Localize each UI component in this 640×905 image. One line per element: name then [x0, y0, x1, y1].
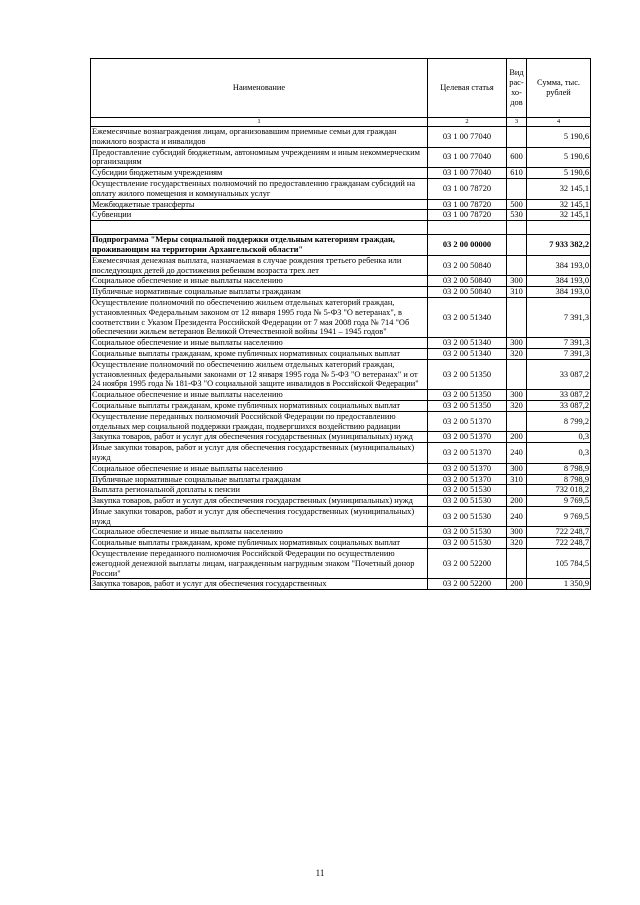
table-row: [91, 147, 591, 168]
cell-sum: 5 190,6: [527, 127, 591, 148]
table-row: [91, 297, 591, 337]
cell-type: 500: [507, 199, 527, 210]
cell-type: [507, 178, 527, 199]
cell-sum: [527, 221, 591, 235]
cell-sum: 384 193,0: [527, 276, 591, 287]
cell-name: Иные закупки товаров, работ и услуг для обеспечения государственных (муниципальных) нужд: [91, 506, 428, 527]
table-row: [91, 549, 591, 579]
cell-code: 03 2 00 50840: [428, 255, 507, 276]
cell-name: Закупка товаров, работ и услуг для обеспечения государственных (муниципальных) нужд: [91, 432, 428, 443]
cell-sum: 732 018,2: [527, 485, 591, 496]
cell-name: Социальное обеспечение и иные выплаты населению: [91, 276, 428, 287]
cell-name: Социальные выплаты гражданам, кроме публичных нормативных социальных выплат: [91, 400, 428, 411]
cell-type: [507, 235, 527, 256]
cell-name: Социальные выплаты гражданам, кроме публичных нормативных социальных выплат: [91, 348, 428, 359]
cell-code: 03 2 00 51370: [428, 411, 507, 432]
cell-code: 03 2 00 00000: [428, 235, 507, 256]
table-row: [91, 338, 591, 349]
column-number-row: [91, 118, 591, 127]
cell-type: 300: [507, 338, 527, 349]
cell-type: 300: [507, 276, 527, 287]
table-row: [91, 527, 591, 538]
cell-code: [428, 221, 507, 235]
cell-name: Осуществление государственных полномочий по предоставлению гражданам субсидий на оплату жилого помещения и коммунальных услуг: [91, 178, 428, 199]
cell-type: 320: [507, 348, 527, 359]
column-number-sum: 4: [527, 118, 591, 127]
cell-sum: 8 799,2: [527, 411, 591, 432]
cell-sum: 0,3: [527, 443, 591, 464]
table-row: [91, 443, 591, 464]
cell-sum: 0,3: [527, 432, 591, 443]
header-sum: Сумма, тыс. рублей: [527, 59, 591, 118]
table-row: [91, 178, 591, 199]
cell-type: 320: [507, 400, 527, 411]
table-row: [91, 276, 591, 287]
cell-name: Осуществление полномочий по обеспечению жильем отдельных категорий граждан, установленных федеральными законами от 12 января 1995 года № 5-ФЗ "О ветеранах" и от 24 ноября 1995 года № 181-ФЗ "О социальной защите инвалидов в Российской Федерации": [91, 359, 428, 389]
cell-sum: 384 193,0: [527, 255, 591, 276]
table-header-row: [91, 59, 591, 118]
cell-code: 03 2 00 51340: [428, 348, 507, 359]
cell-type: [507, 221, 527, 235]
cell-name: Социальное обеспечение и иные выплаты населению: [91, 338, 428, 349]
table-row: [91, 221, 591, 235]
table-row: [91, 538, 591, 549]
table-row: [91, 287, 591, 298]
cell-name: Публичные нормативные социальные выплаты гражданам: [91, 287, 428, 298]
cell-type: 300: [507, 527, 527, 538]
cell-name: Закупка товаров, работ и услуг для обеспечения государственных: [91, 579, 428, 590]
cell-name: Социальное обеспечение и иные выплаты населению: [91, 390, 428, 401]
table-row: [91, 506, 591, 527]
page-number: 11: [315, 868, 325, 878]
cell-type: 240: [507, 506, 527, 527]
cell-code: 03 2 00 51530: [428, 496, 507, 507]
cell-code: 03 2 00 51350: [428, 390, 507, 401]
table-body: [91, 127, 591, 590]
cell-sum: 7 933 382,2: [527, 235, 591, 256]
header-type: Вид рас-хо-дов: [507, 59, 527, 118]
cell-code: 03 1 00 78720: [428, 178, 507, 199]
cell-name: Иные закупки товаров, работ и услуг для обеспечения государственных (муниципальных) нужд: [91, 443, 428, 464]
table-row: [91, 210, 591, 221]
cell-code: 03 2 00 51340: [428, 338, 507, 349]
header-name: Наименование: [91, 59, 428, 118]
cell-code: 03 2 00 51530: [428, 506, 507, 527]
cell-sum: 9 769,5: [527, 496, 591, 507]
cell-type: [507, 255, 527, 276]
cell-name: Закупка товаров, работ и услуг для обеспечения государственных (муниципальных) нужд: [91, 496, 428, 507]
cell-name: [91, 221, 428, 235]
cell-code: 03 2 00 50840: [428, 276, 507, 287]
cell-name: Ежемесячная денежная выплата, назначаемая в случае рождения третьего ребенка или последующих детей до достижения ребенком возраста трех лет: [91, 255, 428, 276]
table-row: [91, 400, 591, 411]
table-row: [91, 474, 591, 485]
cell-sum: 1 350,9: [527, 579, 591, 590]
cell-name: Субсидии бюджетным учреждениям: [91, 168, 428, 179]
cell-sum: 384 193,0: [527, 287, 591, 298]
cell-name: Ежемесячные вознаграждения лицам, организовавшим приемные семьи для граждан пожилого возраста и инвалидов: [91, 127, 428, 148]
table-row: [91, 432, 591, 443]
cell-sum: 722 248,7: [527, 538, 591, 549]
cell-name: Предоставление субсидий бюджетным, автономным учреждениям и иным некоммерческим организациям: [91, 147, 428, 168]
cell-type: [507, 359, 527, 389]
cell-type: 310: [507, 474, 527, 485]
cell-type: 200: [507, 496, 527, 507]
table-row: [91, 168, 591, 179]
cell-type: 300: [507, 463, 527, 474]
cell-name: Социальное обеспечение и иные выплаты населению: [91, 463, 428, 474]
cell-code: 03 1 00 77040: [428, 147, 507, 168]
cell-code: 03 2 00 51350: [428, 400, 507, 411]
table-row: [91, 390, 591, 401]
table-row: [91, 496, 591, 507]
cell-sum: 33 087,2: [527, 390, 591, 401]
cell-type: 240: [507, 443, 527, 464]
cell-name: Социальные выплаты гражданам, кроме публичных нормативных социальных выплат: [91, 538, 428, 549]
cell-code: 03 2 00 51370: [428, 474, 507, 485]
cell-type: 200: [507, 432, 527, 443]
cell-code: 03 2 00 50840: [428, 287, 507, 298]
cell-code: 03 1 00 78720: [428, 210, 507, 221]
cell-sum: 32 145,1: [527, 178, 591, 199]
column-number-name: 1: [91, 118, 428, 127]
cell-code: 03 1 00 78720: [428, 199, 507, 210]
column-number-code: 2: [428, 118, 507, 127]
cell-sum: 7 391,3: [527, 348, 591, 359]
budget-table: [90, 58, 591, 590]
cell-name: Осуществление переданного полномочия Российской Федерации по осуществлению ежегодной денежной выплаты лицам, награжденным нагрудным знаком "Почетный донор России": [91, 549, 428, 579]
cell-name: Межбюджетные трансферты: [91, 199, 428, 210]
cell-name: Субвенции: [91, 210, 428, 221]
cell-sum: 8 798,9: [527, 463, 591, 474]
table-row: [91, 411, 591, 432]
cell-name: Осуществление переданных полномочий Российской Федерации по предоставлению отдельных мер социальной поддержки граждан, подвергшихся воздействию радиации: [91, 411, 428, 432]
table-row: [91, 463, 591, 474]
cell-type: 310: [507, 287, 527, 298]
cell-sum: 8 798,9: [527, 474, 591, 485]
cell-sum: 9 769,5: [527, 506, 591, 527]
cell-type: 320: [507, 538, 527, 549]
table-row: [91, 199, 591, 210]
cell-sum: 5 190,6: [527, 168, 591, 179]
cell-sum: 105 784,5: [527, 549, 591, 579]
cell-type: [507, 297, 527, 337]
column-number-type: 3: [507, 118, 527, 127]
table-row: [91, 255, 591, 276]
cell-code: 03 2 00 52200: [428, 549, 507, 579]
table-row: [91, 235, 591, 256]
cell-code: 03 2 00 51530: [428, 527, 507, 538]
cell-name: Публичные нормативные социальные выплаты гражданам: [91, 474, 428, 485]
table-row: [91, 127, 591, 148]
cell-sum: 33 087,2: [527, 400, 591, 411]
cell-name: Подпрограмма "Меры социальной поддержки отдельным категориям граждан, проживающим на территории Архангельской области": [91, 235, 428, 256]
cell-type: 600: [507, 147, 527, 168]
table-row: [91, 359, 591, 389]
cell-sum: 32 145,1: [527, 199, 591, 210]
cell-sum: 7 391,3: [527, 338, 591, 349]
cell-type: [507, 411, 527, 432]
cell-code: 03 2 00 51340: [428, 297, 507, 337]
cell-type: 200: [507, 579, 527, 590]
cell-name: Социальное обеспечение и иные выплаты населению: [91, 527, 428, 538]
header-code: Целевая статья: [428, 59, 507, 118]
cell-type: [507, 485, 527, 496]
cell-code: 03 2 00 51370: [428, 443, 507, 464]
cell-type: 300: [507, 390, 527, 401]
cell-type: 530: [507, 210, 527, 221]
table-row: [91, 348, 591, 359]
cell-code: 03 2 00 52200: [428, 579, 507, 590]
cell-code: 03 2 00 51530: [428, 485, 507, 496]
cell-code: 03 2 00 51530: [428, 538, 507, 549]
table-row: [91, 579, 591, 590]
cell-code: 03 1 00 77040: [428, 168, 507, 179]
cell-name: Осуществление полномочий по обеспечению жильем отдельных категорий граждан, установленных Федеральным законом от 12 января 1995 года № 5-ФЗ "О ветеранах", в соответствии с Указом Президента Российской Федерации от 7 мая 2008 года № 714 "Об обеспечении жильем ветеранов Великой Отечественной войны 1941 – 1945 годов": [91, 297, 428, 337]
cell-sum: 7 391,3: [527, 297, 591, 337]
cell-code: 03 2 00 51370: [428, 463, 507, 474]
cell-code: 03 1 00 77040: [428, 127, 507, 148]
cell-code: 03 2 00 51370: [428, 432, 507, 443]
cell-sum: 5 190,6: [527, 147, 591, 168]
cell-type: [507, 127, 527, 148]
cell-name: Выплата региональной доплаты к пенсии: [91, 485, 428, 496]
cell-sum: 722 248,7: [527, 527, 591, 538]
cell-type: 610: [507, 168, 527, 179]
cell-sum: 33 087,2: [527, 359, 591, 389]
cell-sum: 32 145,1: [527, 210, 591, 221]
table-row: [91, 485, 591, 496]
cell-code: 03 2 00 51350: [428, 359, 507, 389]
cell-type: [507, 549, 527, 579]
